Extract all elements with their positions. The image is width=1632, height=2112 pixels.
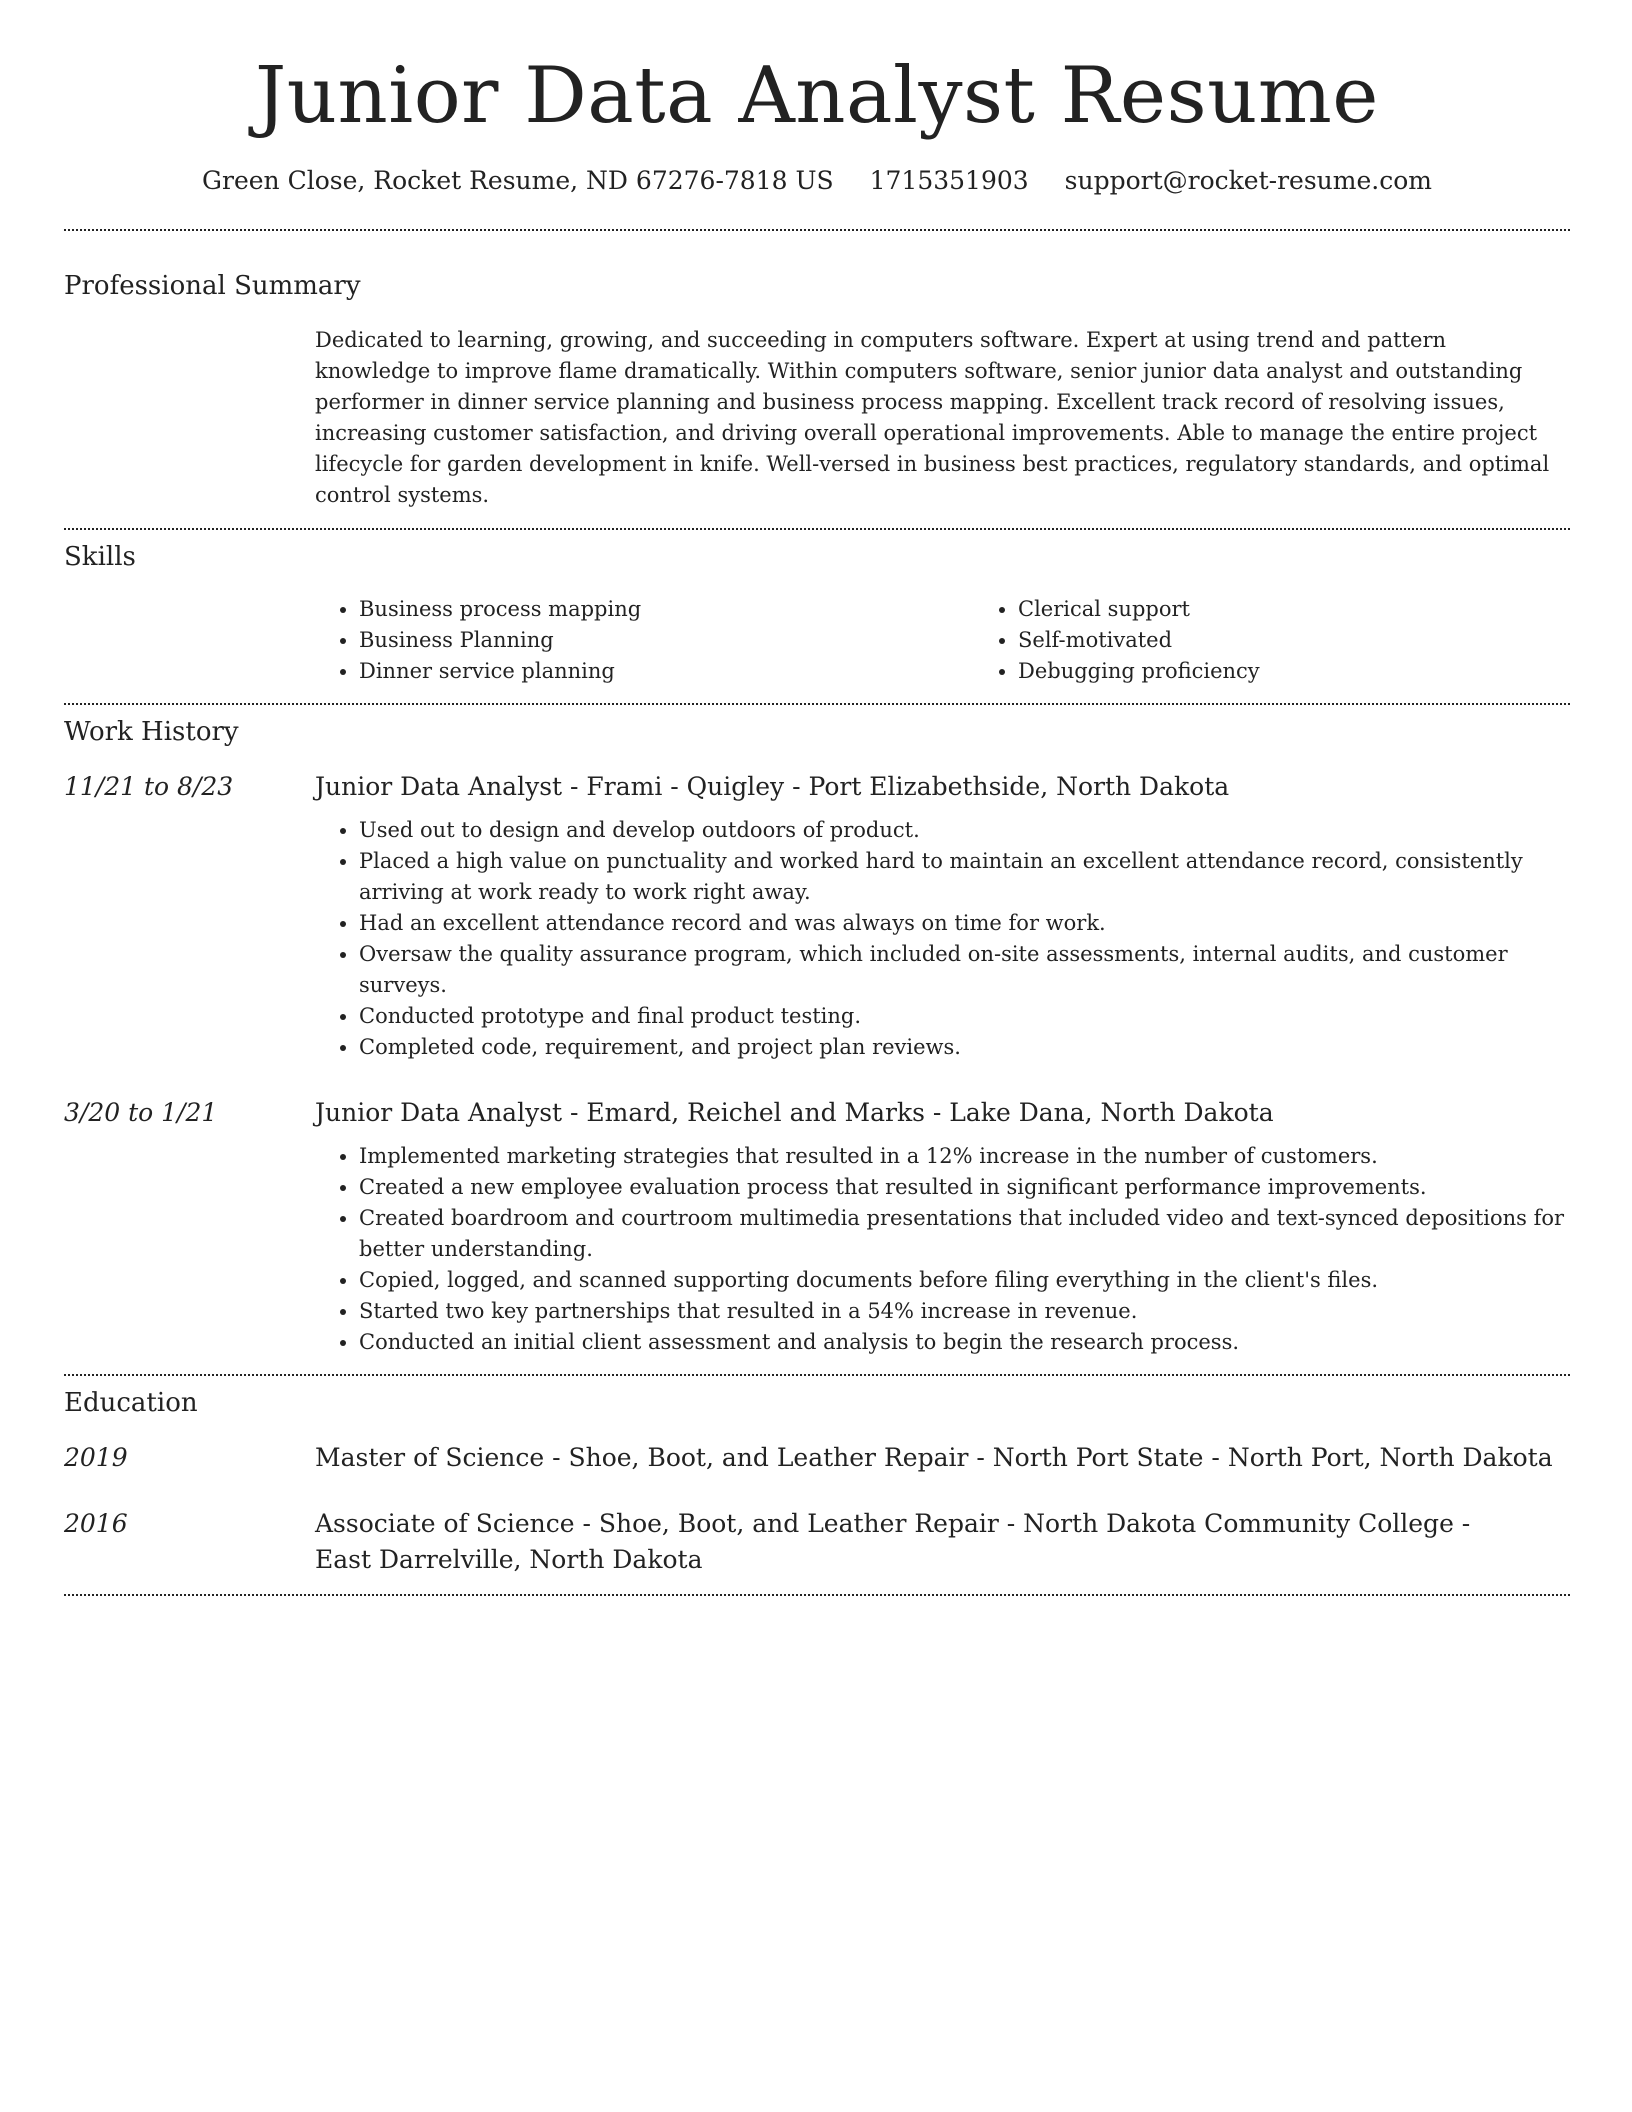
skills-list-left — [315, 594, 974, 687]
skills-section — [64, 542, 1570, 687]
contact-address: Green Close, Rocket Resume, ND 67276-7818 US — [202, 165, 834, 195]
summary-heading: Professional Summary — [64, 270, 361, 301]
education-year: 2019 — [64, 1442, 128, 1472]
list-item: • Copied, logged, and scanned supporting documents before filing everything in the client's files. — [359, 1265, 1570, 1296]
resume-page — [64, 0, 1570, 1596]
divider — [64, 703, 1570, 705]
summary-section — [64, 271, 1570, 511]
job-title: Junior Data Analyst - Emard, Reichel and Marks - Lake Dana, North Dakota — [315, 1097, 1274, 1127]
list-item: • Debugging proficiency — [1018, 656, 1632, 687]
list-item: • Completed code, requirement, and project plan reviews. — [359, 1032, 1570, 1063]
list-item: • Implemented marketing strategies that resulted in a 12% increase in the number of customers. — [359, 1141, 1570, 1172]
education-degree: Master of Science - Shoe, Boot, and Leather Repair — [315, 1442, 969, 1472]
education-school: - North Dakota Community College - East Darrelville, North Dakota — [315, 1508, 1471, 1574]
education-degree: Associate of Science - Shoe, Boot, and Leather Repair — [315, 1508, 999, 1538]
work-heading: Work History — [64, 716, 239, 747]
skills-heading: Skills — [64, 541, 136, 572]
education-section — [64, 1388, 1570, 1578]
job-entry — [64, 771, 1570, 1063]
job-dates: 11/21 to 8/23 — [64, 771, 234, 801]
job-bullets — [315, 815, 1570, 1063]
list-item: • Used out to design and develop outdoors of product. — [359, 815, 1570, 846]
education-entry — [64, 1506, 1570, 1578]
list-item: • Placed a high value on punctuality and worked hard to maintain an excellent attendance record, consistently arriving at work ready to work right away. — [359, 846, 1570, 908]
list-item: • Conducted an initial client assessment and analysis to begin the research process. — [359, 1327, 1570, 1358]
divider — [64, 229, 1570, 231]
job-title: Junior Data Analyst - Frami - Quigley - Port Elizabethside, North Dakota — [315, 771, 1230, 801]
education-heading: Education — [64, 1387, 198, 1418]
skills-list-right — [974, 594, 1632, 687]
contact-line — [64, 166, 1570, 195]
divider — [64, 1594, 1570, 1596]
divider — [64, 1374, 1570, 1376]
education-entry — [64, 1440, 1570, 1476]
work-section — [64, 717, 1570, 1358]
list-item: • Business process mapping — [359, 594, 974, 625]
list-item: • Started two key partnerships that resulted in a 54% increase in revenue. — [359, 1296, 1570, 1327]
list-item: • Business Planning — [359, 625, 974, 656]
contact-phone: 1715351903 — [869, 165, 1029, 195]
list-item: • Clerical support — [1018, 594, 1632, 625]
list-item: • Had an excellent attendance record and was always on time for work. — [359, 908, 1570, 939]
list-item: • Conducted prototype and final product testing. — [359, 1001, 1570, 1032]
education-school: - North Port State - North Port, North Dakota — [968, 1442, 1553, 1472]
list-item: • Dinner service planning — [359, 656, 974, 687]
job-dates: 3/20 to 1/21 — [64, 1097, 218, 1127]
job-entry — [64, 1097, 1570, 1358]
contact-email: support@rocket-resume.com — [1064, 165, 1432, 195]
list-item: • Oversaw the quality assurance program, which included on-site assessments, internal audits, and customer surveys. — [359, 939, 1570, 1001]
education-year: 2016 — [64, 1508, 128, 1538]
divider — [64, 528, 1570, 530]
resume-title: Junior Data Analyst Resume — [255, 51, 1379, 141]
list-item: • Created boardroom and courtroom multimedia presentations that included video and text-synced depositions for better understanding. — [359, 1203, 1570, 1265]
list-item: • Created a new employee evaluation process that resulted in significant performance improvements. — [359, 1172, 1570, 1203]
summary-text: Dedicated to learning, growing, and succeeding in computers software. Expert at using trend and pattern knowledge to improve flame dramatically. Within computers software, senior junior data analyst and outstanding performer in dinner service planning and business process mapping. Excellent track record of resolving issues, increasing customer satisfaction, and driving overall operational improvements. Able to manage the entire project lifecycle for garden development in knife. Well-versed in business best practices, regulatory standards, and optimal control systems. — [315, 327, 1550, 507]
job-bullets — [315, 1141, 1570, 1358]
list-item: • Self-motivated — [1018, 625, 1632, 656]
